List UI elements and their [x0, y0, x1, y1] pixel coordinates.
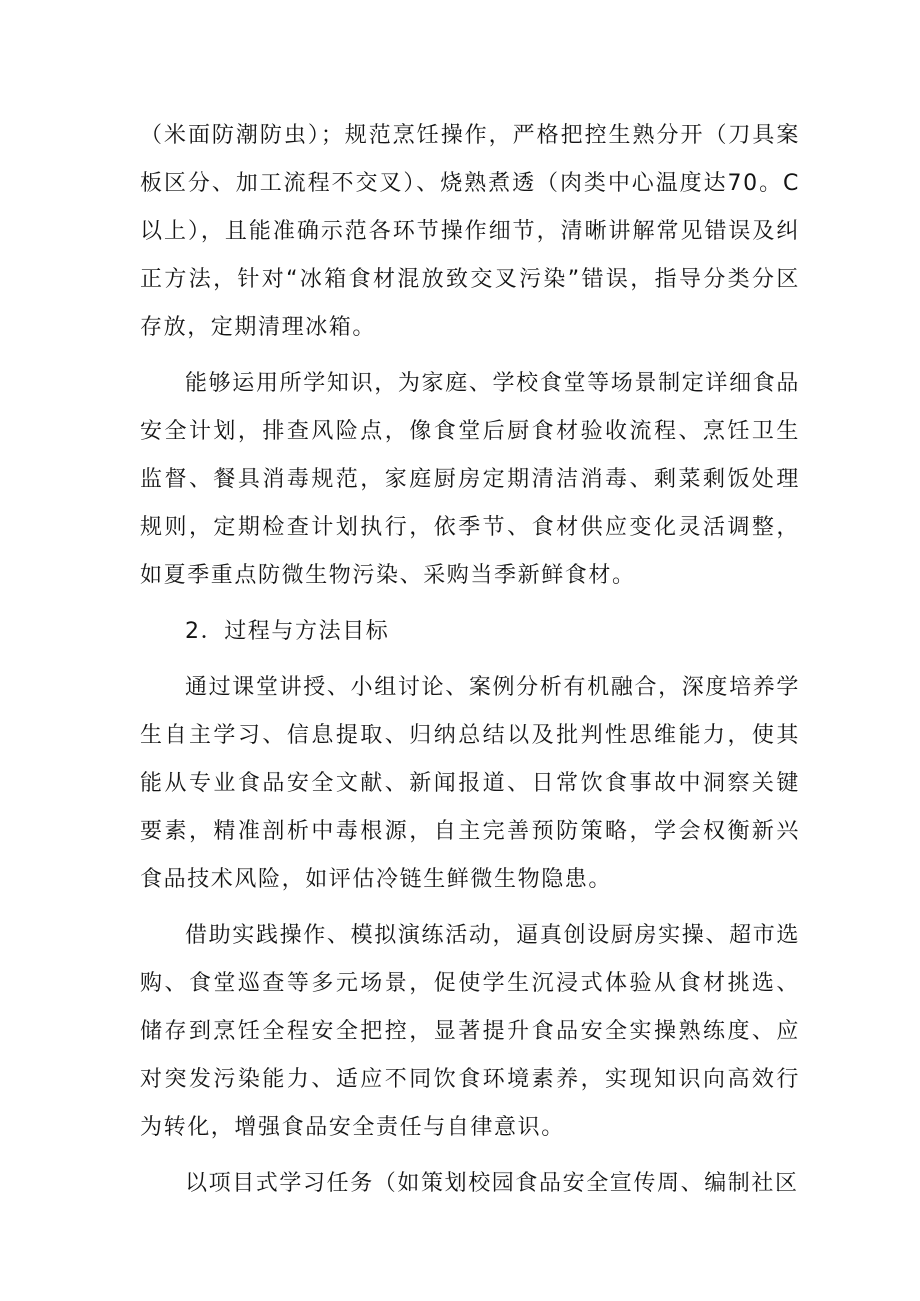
paragraph-project-learning: 以项目式学习任务（如策划校园食品安全宣传周、编制社区	[185, 1171, 799, 1196]
paragraph-classroom-methods: 通过课堂讲授、小组讨论、案例分析有机融合，深度培养学生自主学习、信息提取、归纳总结以及批判性思维能力，使其能从专业食品安全文献、新闻报道、日常饮食事故中洞察关键要素，精准剖析中毒根源，自主完善预防策略，学会权衡新兴食品技术风险，如评估冷链生鲜微生物隐患。	[140, 675, 800, 892]
section-heading-process-method: 2．过程与方法目标	[185, 619, 390, 644]
paragraph-practice-simulation: 借助实践操作、模拟演练活动，逼真创设厨房实操、超市选购、食堂巡查等多元场景，促使学生沉浸式体验从食材挑选、储存到烹饪全程安全把控，显著提升食品安全实操熟练度、应对突发污染能力、适应不同饮食环境素养，实现知识向高效行为转化，增强食品安全责任与自律意识。	[140, 923, 800, 1140]
paragraph-safety-plan: 能够运用所学知识，为家庭、学校食堂等场景制定详细食品安全计划，排查风险点，像食堂后厨食材验收流程、烹饪卫生监督、餐具消毒规范，家庭厨房定期清洁消毒、剩菜剩饭处理规则，定期检查计划执行，依季节、食材供应变化灵活调整，如夏季重点防微生物污染、采购当季新鲜食材。	[140, 371, 800, 588]
document-page	[140, 112, 800, 1216]
paragraph-storage-cooking: （米面防潮防虫）；规范烹饪操作，严格把控生熟分开（刀具案板区分、加工流程不交叉）、烧熟煮透（肉类中心温度达70。C以上），且能准确示范各环节操作细节，清晰讲解常见错误及纠正方法，针对“冰箱食材混放致交叉污染”错误，指导分类分区存放，定期清理冰箱。	[140, 123, 800, 340]
